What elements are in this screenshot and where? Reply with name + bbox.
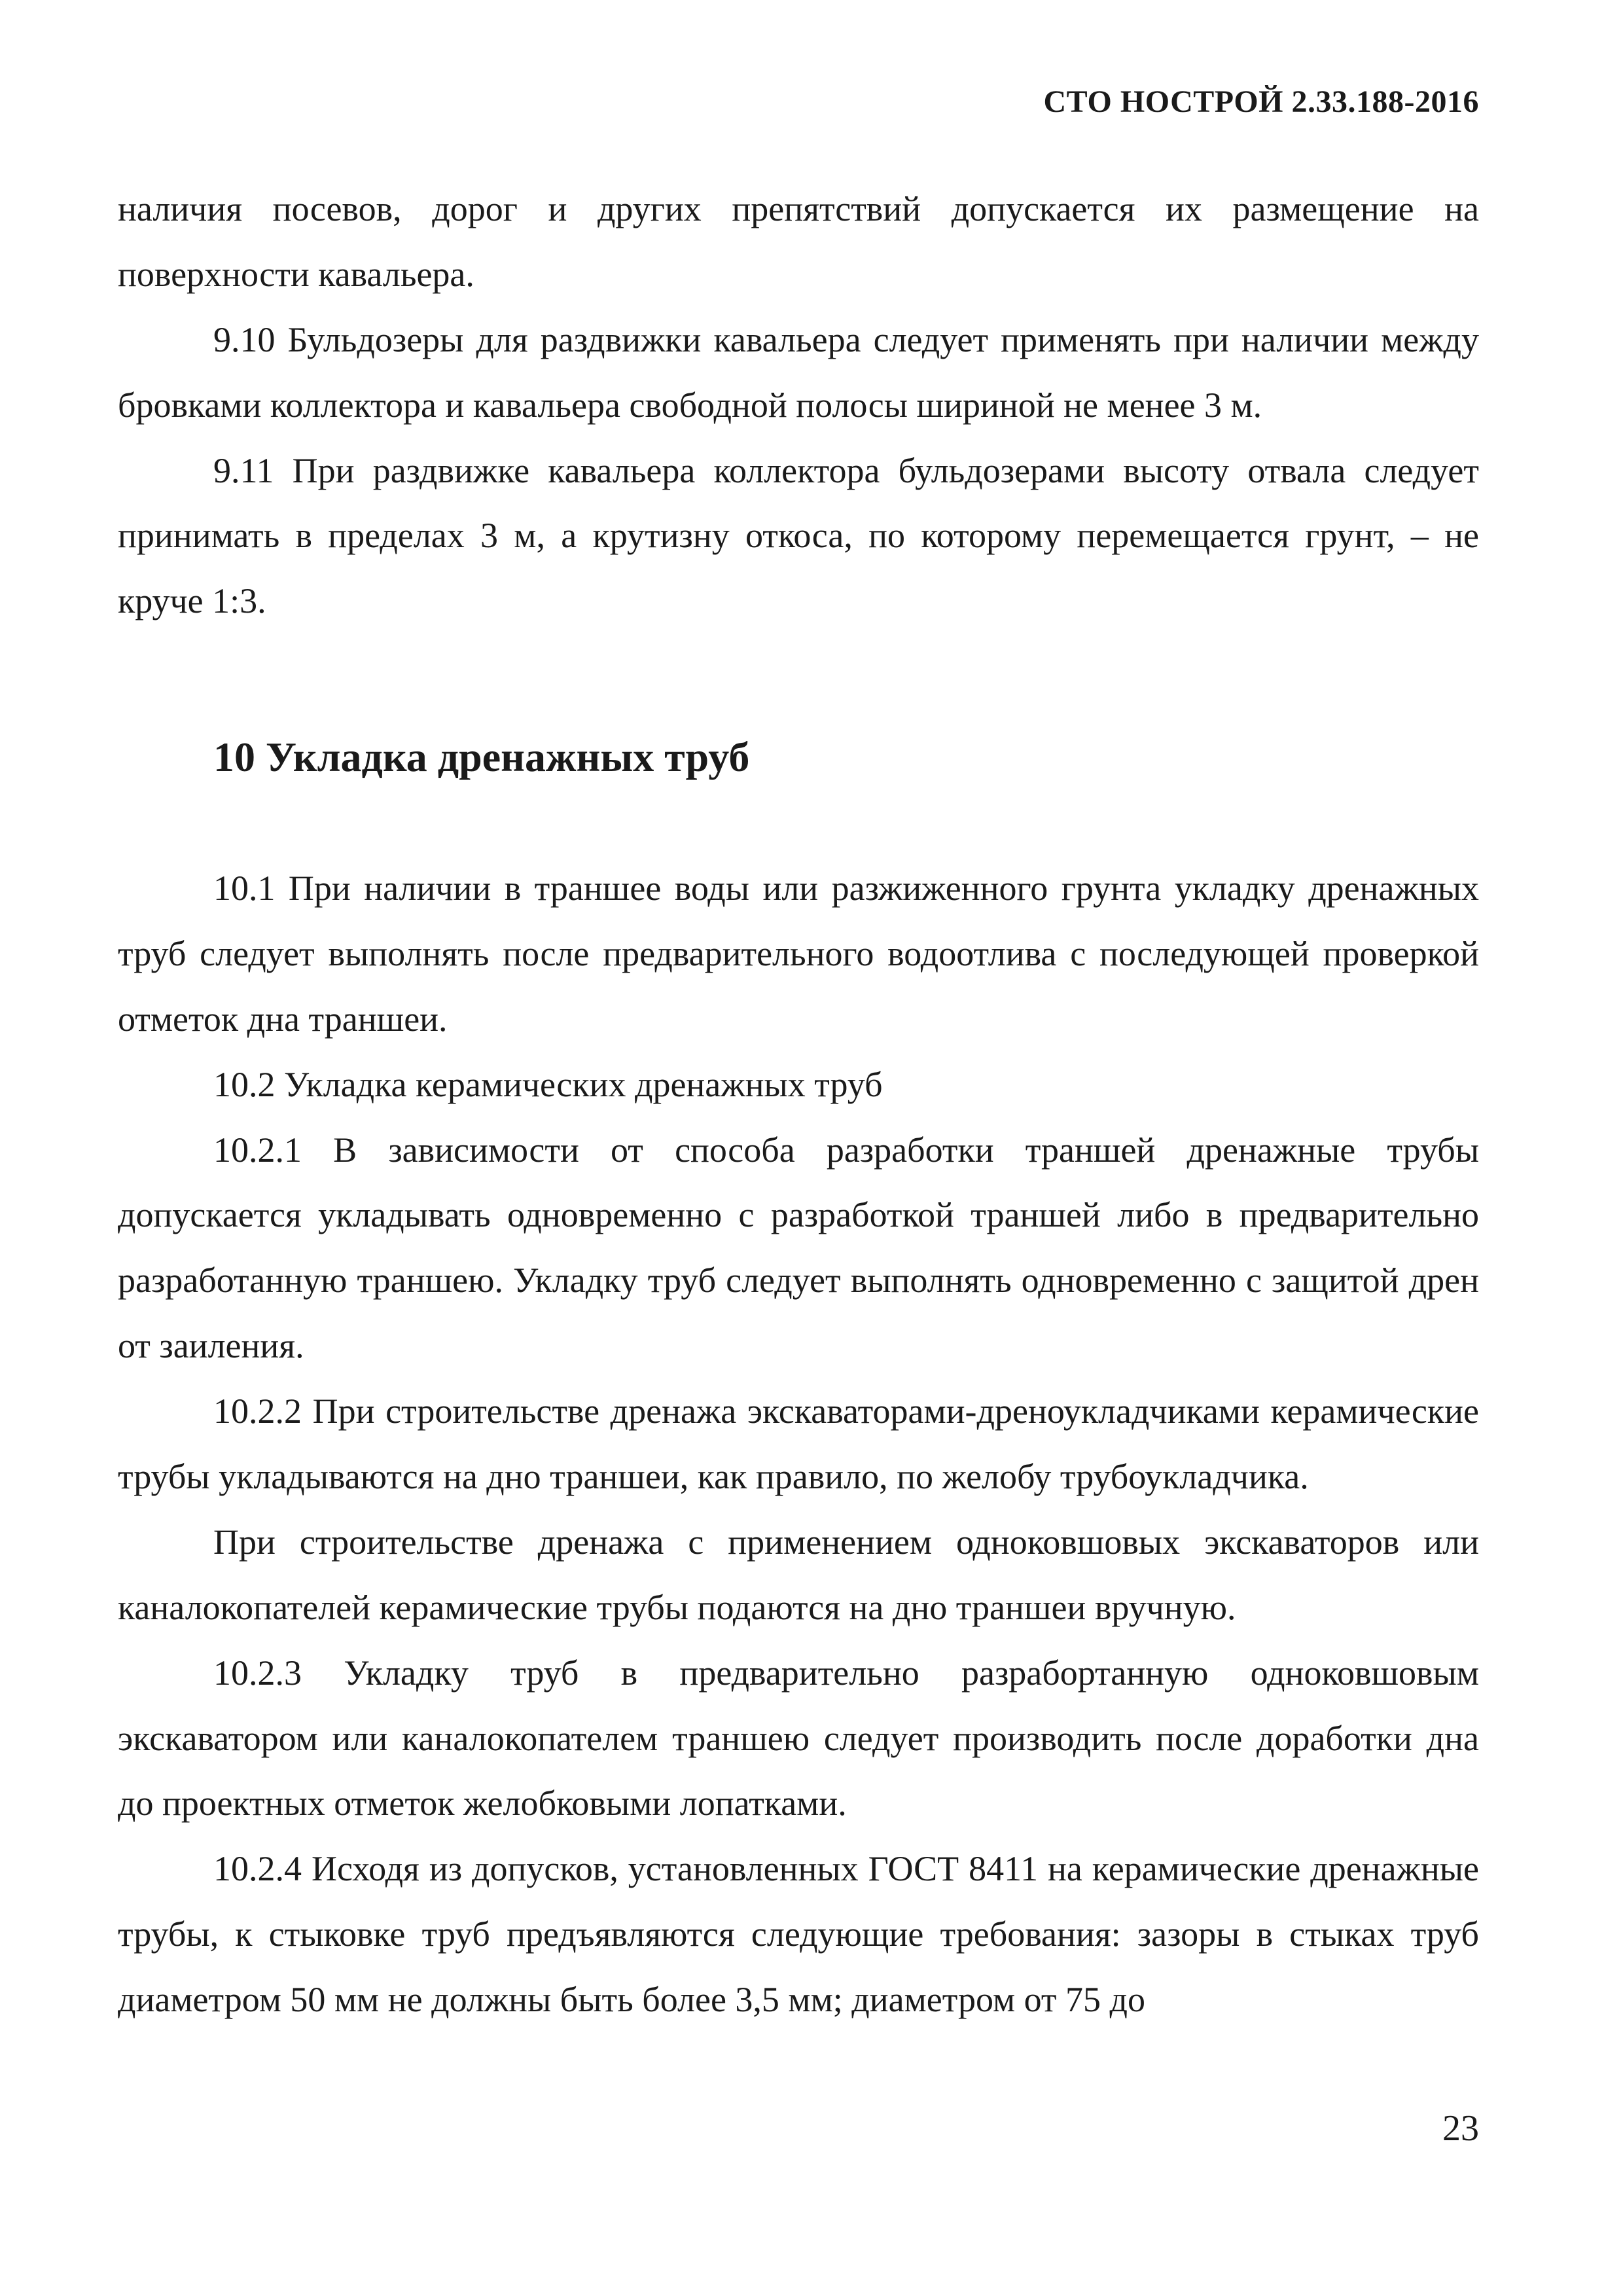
paragraph-10-1: 10.1 При наличии в траншее воды или разжиженного грунта укладку дренажных труб следует выполнять после предварительного водоотлива с последующей проверкой отметок дна траншеи.: [118, 869, 1479, 1039]
paragraph-10-2-1: 10.2.1 В зависимости от способа разработки траншей дренажные трубы допускается укладывать одновременно с разработкой траншей либо в предварительно разработанную траншею. Укладку труб следует выполнять одновременно с защитой дрен от заиления.: [118, 1130, 1479, 1366]
paragraph-9-11: 9.11 При раздвижке кавальера коллектора бульдозерами высоту отвала следует принимать в пределах 3 м, а крутизну откоса, по которому перемещается грунт, – не круче 1:3.: [118, 450, 1479, 621]
document-code-header: СТО НОСТРОЙ 2.33.188-2016: [1043, 84, 1479, 119]
paragraph-10-2-3: 10.2.3 Укладку труб в предварительно разрабортанную одноковшовым экскаватором или каналокопателем траншею следует производить после доработки дна до проектных отметок желобковыми лопатками.: [118, 1653, 1479, 1823]
paragraph-9-10: 9.10 Бульдозеры для раздвижки кавальера следует применять при наличии между бровками коллектора и кавальера свободной полосы шириной не менее 3 м.: [118, 319, 1479, 425]
top-text-block: [118, 177, 1479, 634]
section-text-block: [118, 856, 1479, 2033]
paragraph-continuation: наличия посевов, дорог и других препятствий допускается их размещение на поверхности кавальера.: [118, 189, 1479, 294]
paragraph-10-2-2: 10.2.2 При строительстве дренажа экскаваторами-дреноукладчиками керамические трубы укладываются на дно траншеи, как правило, по желобу трубоукладчика.: [118, 1391, 1479, 1497]
paragraph-10-2: 10.2 Укладка керамических дренажных труб: [213, 1064, 883, 1104]
paragraph-10-2-4: 10.2.4 Исходя из допусков, установленных ГОСТ 8411 на керамические дренажные трубы, к стыковке труб предъявляются следующие требования: зазоры в стыках труб диаметром 50 мм не должны быть более 3,5 мм; диаметром от 75 до: [118, 1849, 1479, 2020]
section-title: 10 Укладка дренажных труб: [213, 734, 750, 780]
paragraph-10-2-2-cont: При строительстве дренажа с применением одноковшовых экскаваторов или каналокопателей керамические трубы подаются на дно траншеи вручную.: [118, 1522, 1479, 1627]
page-number: 23: [1442, 2108, 1479, 2149]
